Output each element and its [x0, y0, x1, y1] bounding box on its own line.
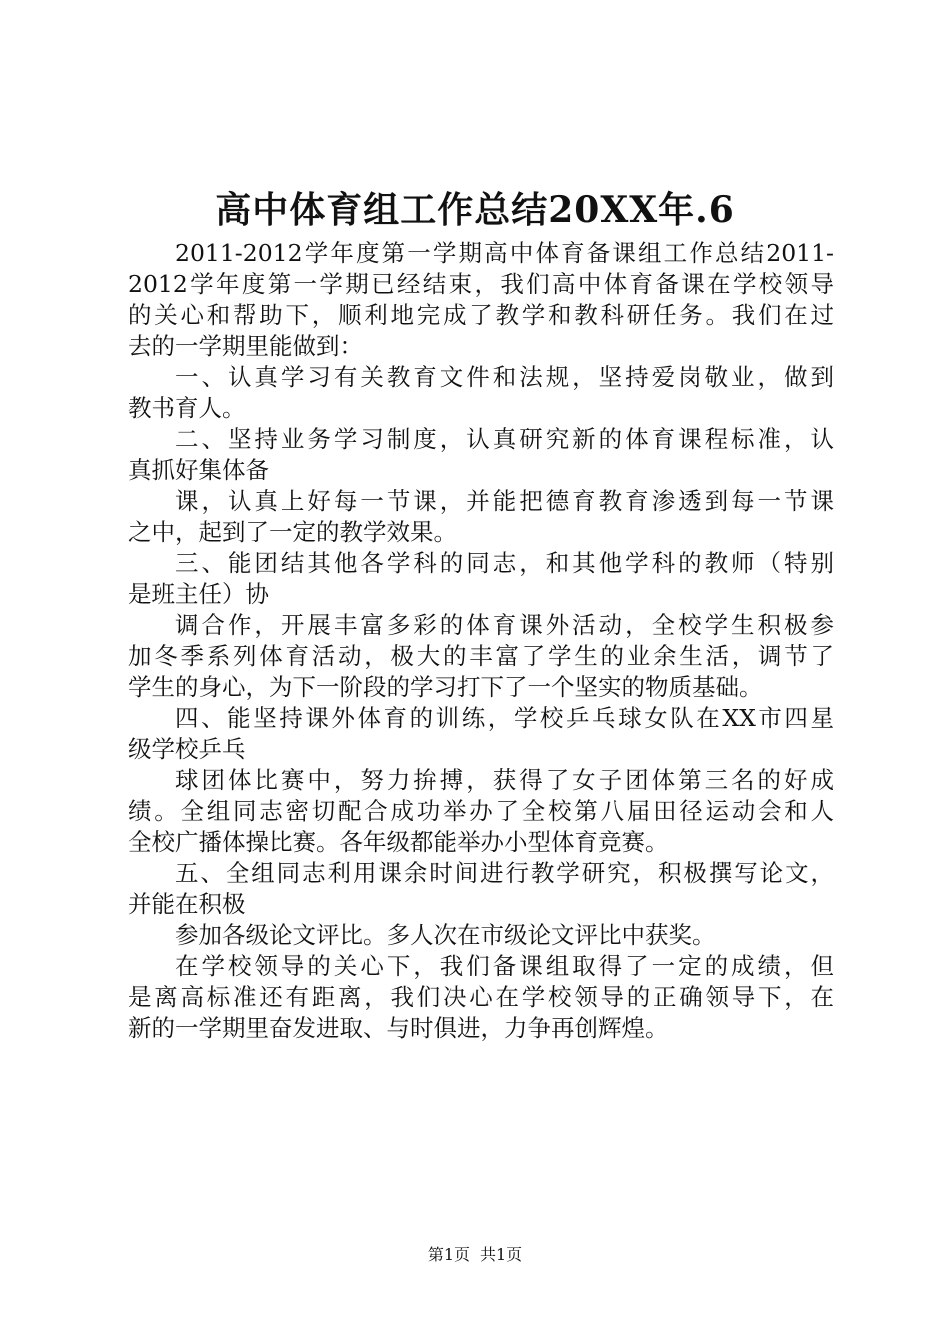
text-line: 全校广播体操比赛。各年级都能举办小型体育竞赛。 — [128, 828, 669, 856]
text-line: 是离高标准还有距离，我们决心在学校领导的正确领导下，在 — [128, 983, 834, 1011]
document-title: 高中体育组工作总结20XX年.6 — [215, 189, 735, 231]
text-line: 四、能坚持课外体育的训练，学校乒乓球女队在XX市四星 — [175, 704, 834, 732]
text-line: 并能在积极 — [128, 890, 246, 918]
page-total: 共1页 — [480, 1245, 523, 1264]
document-body — [128, 238, 834, 1044]
text-line: 三、能团结其他各学科的同志，和其他学科的教师（特别 — [175, 549, 834, 577]
text-line: 二、坚持业务学习制度，认真研究新的体育课程标准，认 — [175, 425, 834, 453]
page-number: 第1页 — [427, 1245, 470, 1264]
text-line: 之中，起到了一定的教学效果。 — [128, 518, 457, 546]
text-line: 真抓好集体备 — [128, 456, 269, 484]
page-footer — [0, 1243, 950, 1267]
text-line: 课，认真上好每一节课，并能把德育教育渗透到每一节课 — [175, 487, 834, 515]
text-line: 绩。全组同志密切配合成功举办了全校第八届田径运动会和人 — [128, 797, 834, 825]
text-line: 教书育人。 — [128, 394, 246, 422]
text-line: 球团体比赛中，努力拚搏，获得了女子团体第三名的好成 — [175, 766, 834, 794]
text-line: 新的一学期里奋发进取、与时俱进，力争再创辉煌。 — [128, 1014, 669, 1042]
text-line: 加冬季系列体育活动，极大的丰富了学生的业余生活，调节了 — [128, 642, 834, 670]
text-line: 2012学年度第一学期已经结束，我们高中体育备课在学校领导 — [128, 270, 834, 298]
text-line: 在学校领导的关心下，我们备课组取得了一定的成绩，但 — [175, 952, 834, 980]
text-line: 一、认真学习有关教育文件和法规，坚持爱岗敬业，做到 — [175, 363, 834, 391]
text-line: 是班主任）协 — [128, 580, 269, 608]
text-line: 2011-2012学年度第一学期高中体育备课组工作总结2011- — [175, 239, 834, 267]
text-line: 级学校乒乓 — [128, 735, 246, 763]
text-line: 调合作，开展丰富多彩的体育课外活动，全校学生积极参 — [175, 611, 834, 639]
text-line: 的关心和帮助下，顺利地完成了教学和教科研任务。我们在过 — [128, 301, 834, 329]
text-line: 参加各级论文评比。多人次在市级论文评比中获奖。 — [175, 921, 716, 949]
text-line: 学生的身心，为下一阶段的学习打下了一个坚实的物质基础。 — [128, 673, 763, 701]
text-line: 去的一学期里能做到： — [128, 332, 363, 360]
text-line: 五、全组同志利用课余时间进行教学研究，积极撰写论文， — [175, 859, 834, 887]
